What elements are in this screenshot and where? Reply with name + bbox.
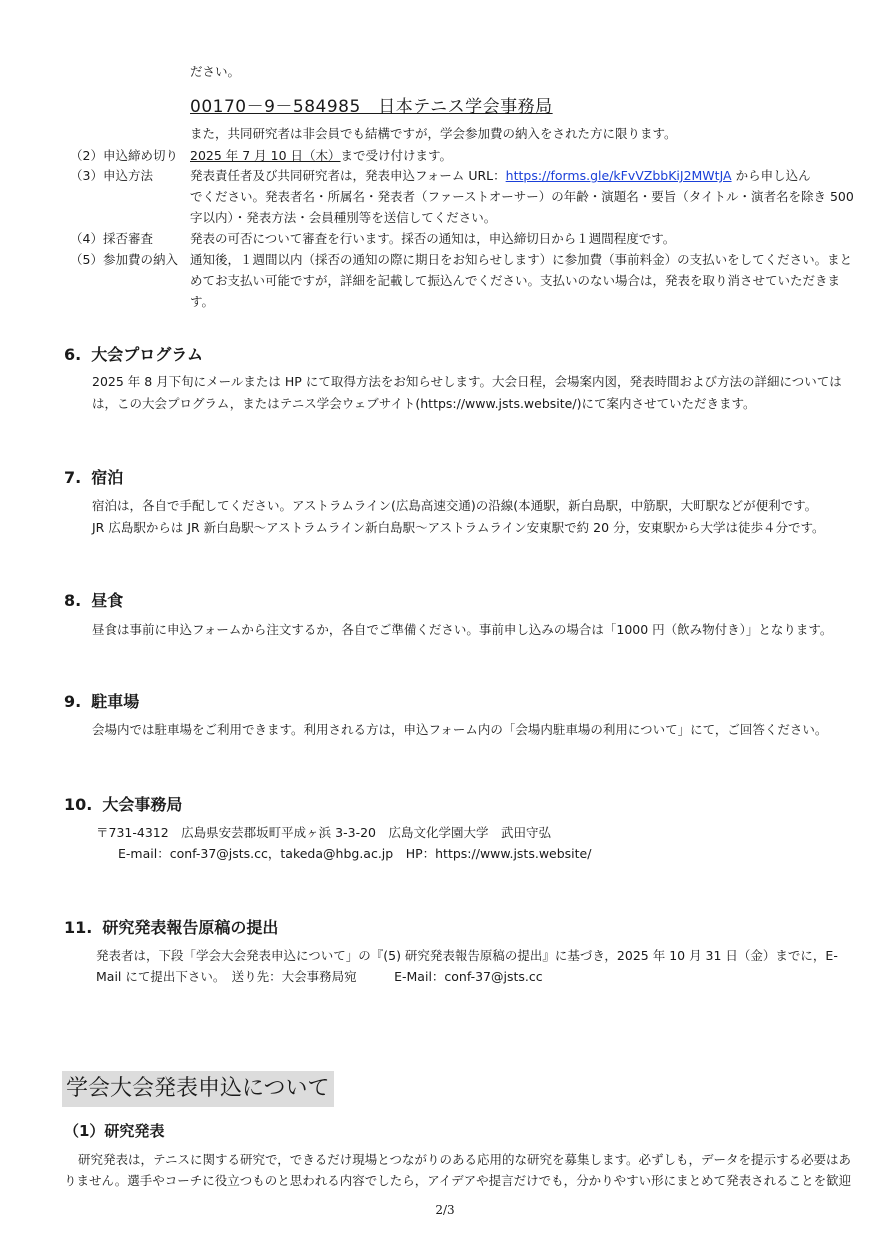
page-number: 2/3: [435, 1203, 455, 1217]
fee-line-3: す。: [190, 294, 215, 309]
deadline-label: （2）申込締め切り: [70, 148, 178, 163]
section-6-title: 大会プログラム: [91, 345, 204, 364]
section-6-heading: [64, 342, 203, 365]
apply-heading: 学会大会発表申込について: [62, 1071, 334, 1107]
fee-line-1: 通知後，１週間以内（採否の通知の際に期日をお知らせします）に参加費（事前料金）の支払いをしてください。まと: [190, 252, 853, 267]
section-11-title: 研究発表報告原稿の提出: [102, 918, 279, 937]
fee-line-2: めてお支払い可能ですが，詳細を記載して振込んでください。支払いのない場合は，発表を取り消させていただきま: [190, 273, 841, 288]
apply-line-1: 研究発表は，テニスに関する研究で，できるだけ現場とつながりのある応用的な研究を募集します。必ずしも，データを提示する必要はあ: [78, 1152, 852, 1167]
postal-account: 00170－9－584985 日本テニス学会事務局: [190, 97, 553, 117]
review-label: （4）採否審査: [70, 231, 153, 246]
co-researcher-note: また，共同研究者は非会員でも結構ですが，学会参加費の納入をされた方に限ります。: [190, 126, 677, 141]
section-11-heading: [64, 915, 278, 938]
section-10-title: 大会事務局: [102, 795, 183, 814]
apply-line-2: りません。選手やコーチに役立つものと思われる内容でしたら，アイデアや提言だけでも，分かりやすい形にまとめて発表されることを歓迎: [64, 1173, 852, 1188]
section-9-number: 9.: [64, 692, 82, 711]
section-11-number: 11.: [64, 918, 93, 937]
section-8-line-1: 昼食は事前に申込フォームから注文するか，各自でご準備ください。事前申し込みの場合は「1000 円（飲み物付き）」となります。: [92, 622, 833, 637]
deadline-text: [190, 146, 452, 166]
section-6-line-2: は，この大会プログラム，またはテニス学会ウェブサイト(https://www.jsts.website/)にて案内させていただきます。: [92, 396, 756, 411]
apply-subheading: （1）研究発表: [64, 1122, 165, 1140]
method-line-3: 字以内）・発表方法・会員種別等を送信してください。: [190, 210, 497, 225]
method-label: （3）申込方法: [70, 168, 153, 183]
section-7-line-2: JR 広島駅からは JR 新白島駅～アストラムライン新白島駅～アストラムライン安東駅で約 20 分，安東駅から大学は徒歩４分です。: [92, 520, 825, 535]
section-7-title: 宿泊: [91, 468, 124, 487]
deadline-date: 2025 年 7 月 10 日（木）: [190, 148, 341, 163]
continued-text: ださい。: [190, 64, 241, 79]
section-10-address: 〒731-4312 広島県安芸郡坂町平成ヶ浜 3-3-20 広島文化学園大学 武田守弘: [96, 825, 551, 840]
section-9-title: 駐車場: [91, 692, 140, 711]
fee-label: （5）参加費の納入: [70, 252, 178, 267]
review-text: 発表の可否について審査を行います。採否の通知は，申込締切日から１週間程度です。: [190, 231, 676, 246]
deadline-suffix: まで受け付けます。: [340, 148, 453, 163]
section-10-number: 10.: [64, 795, 93, 814]
section-7-number: 7.: [64, 468, 82, 487]
section-6-number: 6.: [64, 345, 82, 364]
section-8-heading: [64, 588, 123, 611]
method-line-1: [190, 166, 811, 186]
method-line-2: でください。発表者名・所属名・発表者（ファーストオーサー）の年齢・演題名・要旨（タイトル・演者名を除き 500: [190, 189, 854, 204]
section-11-line-2: Mail にて提出下さい。 送り先：大会事務局宛 E-Mail：conf-37@jsts.cc: [96, 969, 543, 984]
form-url-link[interactable]: https://forms.gle/kFvVZbbKiJ2MWtJA: [505, 168, 732, 183]
section-10-heading: [64, 792, 182, 815]
section-7-line-1: 宿泊は，各自で手配してください。アストラムライン(広島高速交通)の沿線(本通駅，新白島駅，中筋駅，大町駅などが便利です。: [92, 498, 818, 513]
section-9-line-1: 会場内では駐車場をご利用できます。利用される方は，申込フォーム内の「会場内駐車場の利用について」にて，ご回答ください。: [92, 722, 828, 737]
method-line-1-after: から申し込ん: [731, 168, 811, 183]
method-line-1-before: 発表責任者及び共同研究者は，発表申込フォーム URL：: [190, 168, 506, 183]
section-9-heading: [64, 689, 139, 712]
section-8-number: 8.: [64, 591, 82, 610]
section-11-line-1: 発表者は，下段「学会大会発表申込について」の『(5) 研究発表報告原稿の提出』に基づき，2025 年 10 月 31 日（金）までに，E-: [96, 948, 838, 963]
section-6-line-1: 2025 年 8 月下旬にメールまたは HP にて取得方法をお知らせします。大会日程，会場案内図，発表時間および方法の詳細については: [92, 374, 842, 389]
section-7-heading: [64, 465, 123, 488]
section-8-title: 昼食: [91, 591, 124, 610]
section-10-contact: E-mail：conf-37@jsts.cc，takeda@hbg.ac.jp HP：https://www.jsts.website/: [118, 846, 592, 861]
